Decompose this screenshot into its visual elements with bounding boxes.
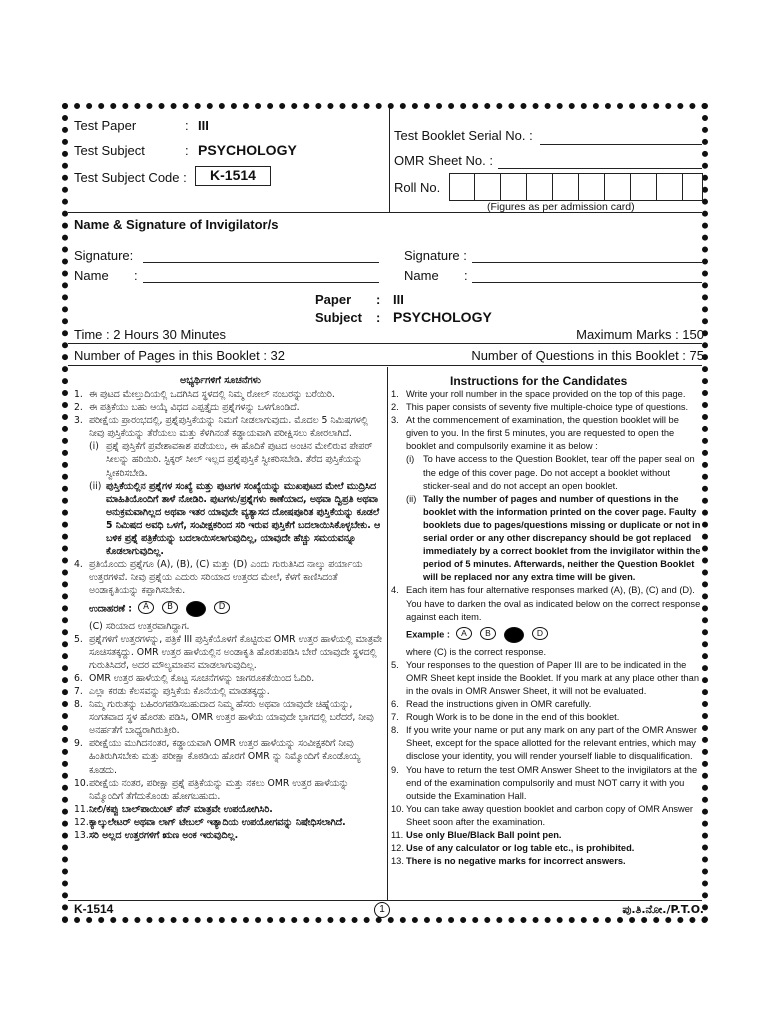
instruction-text: ಕ್ಯಾಲ್ಕುಲೇಟರ್ ಅಥವಾ ಲಾಗ್ ಟೇಬಲ್ ಇತ್ಯಾದಿಯ ಉಪಯೋಗವನ್ನು ನಿಷೇಧಿಸಲಾಗಿದೆ. bbox=[89, 816, 346, 828]
instruction-number: 7. bbox=[391, 712, 399, 723]
signature-label-1: Signature: bbox=[74, 248, 134, 263]
instruction-text: ಪರೀಕ್ಷೆಯು ಮುಗಿದನಂತರ, ಕಡ್ಡಾಯವಾಗಿ OMR ಉತ್ತರ ಹಾಳೆಯನ್ನು ಸಂವೀಕ್ಷಕರಿಗೆ ನೀವು ಹಿಂತಿರುಗಿಸಬೇಕು ಮತ್ತು ಪರೀಕ್ಷಾ ಕೊಠಡಿಯ ಹೊರಗೆ OMR ನ್ನು ನಿಮ್ಮೊಂದಿಗೆ ಕೊಂಡೊಯ್ಯ ಕೂಡದು. bbox=[89, 738, 361, 776]
instruction-number: 2. bbox=[74, 402, 83, 414]
instruction-number: 5. bbox=[74, 633, 83, 645]
booklet-serial-label: Test Booklet Serial No. : bbox=[394, 128, 533, 143]
roll-note: (Figures as per admission card) bbox=[487, 201, 635, 213]
instruction-item bbox=[74, 414, 382, 440]
kannada-title: ಅಭ್ಯರ್ಥಿಗಳಿಗೆ ಸೂಚನೆಗಳು bbox=[180, 375, 261, 386]
instruction-text: Tally the number of pages and number of questions in the booklet with the information printed on the cover page. Faulty booklets due to pages/questions missing or duplicate or not in serial order or any other discrepancy should be got replaced immediately by a correct booklet from the invigilator within the period of 5 minutes. Afterwards, neither the Question Booklet will be replaced nor any extra time will be given. bbox=[423, 493, 701, 583]
instruction-number: 3. bbox=[391, 415, 399, 426]
booklet-serial-line[interactable] bbox=[540, 144, 702, 145]
footer-rule bbox=[68, 900, 702, 901]
instruction-item bbox=[391, 764, 701, 803]
paper-value: III bbox=[393, 292, 404, 307]
instruction-text: ಸರಿ ಅಲ್ಲದ ಉತ್ತರಗಳಿಗೆ ಋಣ ಅಂಕ ಇರುವುದಿಲ್ಲ. bbox=[89, 830, 239, 841]
instruction-item bbox=[74, 829, 382, 842]
footer-code: K-1514 bbox=[74, 902, 114, 916]
instruction-text: If you write your name or put any mark on any part of the OMR Answer Sheet, except for the space allotted for the relevant entries, which may disclose your identity, you will render yourself liable to disqualification. bbox=[406, 725, 697, 762]
roll-no-label: Roll No. bbox=[394, 180, 441, 195]
name-line-2[interactable] bbox=[472, 282, 702, 283]
answer-oval: D bbox=[214, 601, 230, 614]
instruction-number: (ii) bbox=[89, 480, 102, 492]
time-rule bbox=[68, 343, 702, 344]
instruction-number: 10. bbox=[74, 777, 89, 789]
instruction-text: Example : bbox=[406, 629, 450, 640]
instruction-text: ನೀಲಿ/ಕಪ್ಪು ಬಾಲ್‌ಪಾಯಿಂಟ್ ಪೆನ್ ಮಾತ್ರವೇ ಉಪಯೋಗಿಸಿರಿ. bbox=[89, 803, 273, 815]
filled-oval bbox=[504, 627, 524, 643]
omr-sheet-label: OMR Sheet No. : bbox=[394, 153, 493, 168]
instruction-text: Your responses to the question of Paper III are to be indicated in the OMR Sheet kept inside the Booklet. If you mark at any place other than in the ovals in OMR Answer Sheet, it will not be evaluated. bbox=[406, 659, 700, 696]
instruction-text: ಎಲ್ಲಾ ಕರಡು ಕೆಲಸವನ್ನು ಪುಸ್ತಿಕೆಯ ಕೊನೆಯಲ್ಲಿ ಮಾಡತಕ್ಕದ್ದು. bbox=[89, 685, 270, 697]
subject-label: Subject bbox=[315, 310, 362, 325]
instruction-number: 3. bbox=[74, 415, 83, 427]
instruction-number: 1. bbox=[74, 389, 83, 400]
instruction-item bbox=[391, 829, 701, 842]
instruction-text: where (C) is the correct response. bbox=[406, 646, 547, 657]
instruction-number: 11. bbox=[391, 830, 404, 840]
test-subject-code-value: K-1514 bbox=[210, 167, 256, 183]
instruction-number: 7. bbox=[74, 685, 83, 697]
instruction-item bbox=[74, 388, 382, 401]
instruction-number: 9. bbox=[74, 738, 83, 750]
example-bubbles bbox=[456, 627, 548, 643]
kannada-instructions bbox=[74, 388, 382, 842]
instruction-number: 2. bbox=[391, 402, 399, 413]
instruction-text: ಪ್ರತಿಯೊಂದು ಪ್ರಶ್ನೆಗೂ (A), (B), (C) ಮತ್ತು (D) ಎಂದು ಗುರುತಿಸಿದ ನಾಲ್ಕು ಪರ್ಯಾಯ ಉತ್ತರಗಳಿವೆ. ನೀವು ಪ್ರಶ್ನೆಯ ಎದುರು ಸರಿಯಾದ ಉತ್ತರದ ಮೇಲೆ, ಕೆಳಗೆ ಕಾಣಿಸಿದಂತೆ ಅಂಡಾಕೃತಿಯನ್ನು ಕಪ್ಪಾಗಿಸಬೇಕು. bbox=[89, 559, 363, 597]
instruction-text: ಪರೀಕ್ಷೆಯ ಪ್ರಾರಂಭದಲ್ಲಿ, ಪ್ರಶ್ನೆಪುಸ್ತಿಕೆಯನ್ನು ನಿಮಗೆ ನೀಡಲಾಗುವುದು. ಮೊದಲ 5 ನಿಮಿಷಗಳಲ್ಲಿ ನೀವು ಪುಸ್ತಿಕೆಯನ್ನು ತೆರೆಯಲು ಮತ್ತು ಕೆಳಗಿನಂತೆ ಕಡ್ಡಾಯವಾಗಿ ಪರೀಕ್ಷಿಸಲು ಕೋರಲಾಗಿದೆ. bbox=[89, 415, 368, 440]
subject-value: PSYCHOLOGY bbox=[393, 309, 492, 325]
instruction-item bbox=[391, 724, 701, 763]
invigilator-title: Name & Signature of Invigilator/s bbox=[74, 217, 279, 232]
instruction-text: ಈ ಪತ್ರಿಕೆಯು ಬಹು ಆಯ್ಕೆ ವಿಧದ ಎಪ್ಪತ್ತೈದು ಪ್ರಶ್ನೆಗಳನ್ನು ಒಳಗೊಂಡಿದೆ. bbox=[89, 402, 300, 414]
instruction-item bbox=[74, 803, 382, 816]
header-bottom-rule bbox=[68, 212, 702, 213]
footer-pto: ಪು.ತಿ.ನೋ./P.T.O. bbox=[622, 903, 704, 916]
instruction-number: 6. bbox=[74, 672, 83, 684]
instruction-item bbox=[391, 453, 701, 492]
instruction-text: This paper consists of seventy five multiple-choice type of questions. bbox=[406, 402, 689, 413]
instruction-text: ಪುಸ್ತಿಕೆಯಲ್ಲಿನ ಪ್ರಶ್ನೆಗಳ ಸಂಖ್ಯೆ ಮತ್ತು ಪುಟಗಳ ಸಂಖ್ಯೆಯನ್ನು ಮುಖಪುಟದ ಮೇಲೆ ಮುದ್ರಿಸಿದ ಮಾಹಿತಿಯೊಂದಿಗೆ ತಾಳೆ ನೋಡಿರಿ. ಪುಟಗಳು/ಪ್ರಶ್ನೆಗಳು ಕಾಣೆಯಾದ, ಅಥವಾ ದ್ವಿಪ್ರತಿ ಅಥವಾ ಅನುಕ್ರಮವಾಗಿಲ್ಲದ ಅಥವಾ ಇತರ ಯಾವುದೇ ವ್ಯತ್ಯಾಸದ ದೋಷಪೂರಿತ ಪುಸ್ತಿಕೆಯನ್ನು ಕೂಡಲೆ 5 ನಿಮಿಷದ ಅವಧಿ ಒಳಗೆ, ಸಂವೀಕ್ಷಕರಿಂದ ಸರಿ ಇರುವ ಪುಸ್ತಿಕೆಗೆ ಬದಲಾಯಿಸಿಕೊಳ್ಳಬೇಕು. ಆ ಬಳಿಕ ಪ್ರಶ್ನೆ ಪತ್ರಿಕೆಯನ್ನು ಬದಲಾಯಿಸಲಾಗುವುದಿಲ್ಲ, ಯಾವುದೇ ಹೆಚ್ಚು ಸಮಯವನ್ನೂ ಕೊಡಲಾಗುವುದಿಲ್ಲ. bbox=[106, 480, 381, 558]
instruction-item bbox=[391, 803, 701, 829]
instruction-item bbox=[74, 777, 382, 803]
instruction-item bbox=[391, 493, 701, 585]
test-paper-label: Test Paper bbox=[74, 118, 137, 133]
paper-colon: : bbox=[376, 292, 381, 307]
instruction-number: 4. bbox=[74, 559, 83, 571]
subject-colon: : bbox=[376, 310, 381, 325]
colon: : bbox=[185, 118, 189, 133]
instruction-item bbox=[391, 842, 701, 855]
instruction-text: There is no negative marks for incorrect answers. bbox=[406, 856, 626, 867]
questions-text: Number of Questions in this Booklet : 75 bbox=[471, 348, 704, 363]
name-label-2: Name bbox=[404, 268, 439, 283]
header-divider bbox=[389, 108, 390, 212]
instruction-text: ಪರೀಕ್ಷೆಯ ನಂತರ, ಪರೀಕ್ಷಾ ಪ್ರಶ್ನೆ ಪತ್ರಿಕೆಯನ್ನು ಮತ್ತು ನಕಲು OMR ಉತ್ತರ ಹಾಳೆಯನ್ನು ನಿಮ್ಮೊಂದಿಗೆ ತೆಗೆದುಕೊಂಡು ಹೋಗಬಹುದು. bbox=[89, 777, 349, 802]
instruction-number: 9. bbox=[391, 764, 399, 775]
instruction-text: Use only Blue/Black Ball point pen. bbox=[406, 830, 562, 840]
instruction-number: 13. bbox=[391, 856, 404, 867]
instruction-text: At the commencement of examination, the question booklet will be given to you. In the first 5 minutes, you are requested to open the booklet and compulsorily examine it as below : bbox=[406, 415, 679, 452]
instruction-item bbox=[74, 672, 382, 685]
test-subject-code-label: Test Subject Code : bbox=[74, 170, 187, 185]
instruction-number: 13. bbox=[74, 830, 89, 841]
instruction-item bbox=[391, 414, 701, 453]
answer-oval: A bbox=[456, 627, 472, 640]
name-colon-2: : bbox=[464, 268, 468, 283]
instruction-item bbox=[74, 401, 382, 414]
paper-label: Paper bbox=[315, 292, 352, 307]
answer-oval: A bbox=[138, 601, 154, 614]
instruction-number: 4. bbox=[391, 585, 399, 596]
instruction-item bbox=[74, 816, 382, 829]
instruction-item bbox=[74, 633, 382, 672]
english-title: Instructions for the Candidates bbox=[450, 374, 628, 388]
instruction-text: Rough Work is to be done in the end of this booklet. bbox=[406, 712, 620, 723]
signature-line-1[interactable] bbox=[143, 262, 379, 263]
instruction-item bbox=[74, 558, 382, 597]
instruction-number: 10. bbox=[391, 803, 404, 814]
name-label-1: Name bbox=[74, 268, 109, 283]
instruction-item bbox=[391, 584, 701, 623]
instruction-text: Each item has four alternative responses marked (A), (B), (C) and (D). You have to darken the oval as indicated below on the correct response against each item. bbox=[406, 585, 701, 622]
max-marks-text: Maximum Marks : 150 bbox=[576, 327, 704, 342]
colon: : bbox=[185, 143, 189, 158]
time-text: Time : 2 Hours 30 Minutes bbox=[74, 327, 226, 342]
instruction-item bbox=[74, 440, 382, 479]
instruction-item bbox=[391, 698, 701, 711]
filled-oval bbox=[186, 601, 206, 617]
instruction-number: (i) bbox=[406, 454, 415, 465]
test-subject-value: PSYCHOLOGY bbox=[198, 142, 297, 158]
instruction-item bbox=[74, 480, 382, 559]
instruction-text: ಉದಾಹರಣೆ : bbox=[89, 603, 132, 614]
instruction-text: To have access to the Question Booklet, tear off the paper seal on the edge of this cover page. Do not accept a booklet without sticker-seal and do not accept an open booklet. bbox=[423, 454, 695, 491]
instruction-item bbox=[391, 401, 701, 414]
instruction-item bbox=[391, 646, 701, 659]
instruction-item bbox=[391, 388, 701, 401]
instruction-text: (C) ಸರಿಯಾದ ಉತ್ತರವಾಗಿದ್ದಾಗ. bbox=[89, 620, 190, 632]
instruction-item bbox=[74, 601, 382, 617]
instruction-item bbox=[74, 685, 382, 698]
instruction-item bbox=[391, 627, 701, 643]
example-bubbles bbox=[138, 601, 230, 617]
roll-no-cells bbox=[449, 173, 683, 201]
test-paper-value: III bbox=[198, 118, 209, 133]
instruction-item bbox=[391, 711, 701, 724]
instruction-number: 11. bbox=[74, 803, 89, 815]
instruction-text: ನಿಮ್ಮ ಗುರುತನ್ನು ಬಹಿರಂಗಪಡಿಸಬಹುದಾದ ನಿಮ್ಮ ಹೆಸರು ಅಥವಾ ಯಾವುದೇ ಚಿಹ್ನೆಯನ್ನು, ಸಂಗತವಾದ ಸ್ಥಳ ಹೊರತು ಪಡಿಸಿ, OMR ಉತ್ತರ ಹಾಳೆಯ ಯಾವುದೇ ಭಾಗದಲ್ಲಿ ಬರೆದರೆ, ನೀವು ಅನರ್ಹತೆಗೆ ಬಾಧ್ಯರಾಗಿರುತ್ತೀರಿ. bbox=[89, 699, 374, 737]
instruction-text: ಪ್ರಶ್ನೆಗಳಿಗೆ ಉತ್ತರಗಳನ್ನು, ಪತ್ರಿಕೆ III ಪುಸ್ತಿಕೆಯೊಳಗೆ ಕೊಟ್ಟಿರುವ OMR ಉತ್ತರ ಹಾಳೆಯಲ್ಲಿ ಮಾತ್ರವೇ ಸೂಚಿಸತಕ್ಕದ್ದು. OMR ಉತ್ತರ ಹಾಳೆಯಲ್ಲಿನ ಅಂಡಾಕೃತಿ ಹೊರತುಪಡಿಸಿ ಬೇರೆ ಯಾವುದೇ ಸ್ಥಳದಲ್ಲಿ ಗುರುತಿಸಿದರೆ, ಅದರ ಮೌಲ್ಯಮಾಪನ ಮಾಡಲಾಗುವುದಿಲ್ಲ. bbox=[89, 633, 383, 671]
instruction-text: OMR ಉತ್ತರ ಹಾಳೆಯಲ್ಲಿ ಕೊಟ್ಟ ಸೂಚನೆಗಳನ್ನು ಜಾಗರೂಕತೆಯಿಂದ ಓದಿರಿ. bbox=[89, 672, 315, 684]
name-colon-1: : bbox=[134, 268, 138, 283]
answer-oval: D bbox=[532, 627, 548, 640]
instruction-number: (i) bbox=[89, 441, 99, 453]
instruction-item bbox=[74, 620, 382, 633]
pages-rule bbox=[68, 365, 702, 366]
instruction-text: ಈ ಪುಟದ ಮೇಲ್ತುದಿಯಲ್ಲಿ ಒದಗಿಸಿದ ಸ್ಥಳದಲ್ಲಿ ನಿಮ್ಮ ರೋಲ್ ನಂಬರನ್ನು ಬರೆಯಿರಿ. bbox=[89, 389, 335, 400]
instruction-number: (ii) bbox=[406, 493, 417, 504]
signature-label-2: Signature : bbox=[404, 248, 467, 263]
instruction-text: ಪ್ರಶ್ನೆ ಪುಸ್ತಿಕೆಗೆ ಪ್ರವೇಶಾವಕಾಶ ಪಡೆಯಲು, ಈ ಹೊದಿಕೆ ಪುಟದ ಅಂಚಿನ ಮೇಲಿರುವ ಪೇಪರ್ ಸೀಲನ್ನು ಹರಿಯಿರಿ. ಸ್ಟಿಕ್ಕರ್ ಸೀಲ್ ಇಲ್ಲದ ಪ್ರಶ್ನೆಪುಸ್ತಿಕೆ ಸ್ವೀಕರಿಸಬೇಡಿ. ತೆರೆದ ಪುಸ್ತಿಕೆಯನ್ನು ಸ್ವೀಕರಿಸಬೇಡಿ. bbox=[106, 441, 373, 479]
pages-text: Number of Pages in this Booklet : 32 bbox=[74, 348, 286, 363]
instruction-text: Write your roll number in the space provided on the top of this page. bbox=[406, 389, 686, 399]
instruction-number: 1. bbox=[391, 389, 399, 399]
answer-oval: B bbox=[480, 627, 496, 640]
page-number-badge: 1 bbox=[374, 902, 390, 918]
instruction-number: 12. bbox=[74, 816, 89, 828]
instruction-number: 8. bbox=[391, 725, 399, 736]
instruction-item bbox=[74, 698, 382, 737]
instruction-text: Read the instructions given in OMR carefully. bbox=[406, 699, 592, 710]
instruction-text: You have to return the test OMR Answer Sheet to the invigilators at the end of the examination compulsorily and must NOT carry it with you outside the Examination Hall. bbox=[406, 764, 698, 801]
test-subject-label: Test Subject bbox=[74, 143, 145, 158]
instruction-number: 6. bbox=[391, 699, 399, 710]
instruction-number: 8. bbox=[74, 699, 83, 711]
english-instructions bbox=[391, 388, 701, 868]
instruction-number: 12. bbox=[391, 843, 404, 854]
instruction-number: 5. bbox=[391, 659, 399, 670]
instruction-item bbox=[391, 659, 701, 698]
instruction-text: You can take away question booklet and carbon copy of OMR Answer Sheet soon after the examination. bbox=[406, 803, 694, 827]
answer-oval: B bbox=[162, 601, 178, 614]
instruction-item bbox=[74, 737, 382, 776]
instruction-text: Use of any calculator or log table etc., is prohibited. bbox=[406, 843, 635, 854]
instruction-item bbox=[391, 855, 701, 868]
signature-line-2[interactable] bbox=[472, 262, 702, 263]
column-divider bbox=[387, 367, 388, 900]
omr-sheet-line[interactable] bbox=[498, 168, 702, 169]
name-line-1[interactable] bbox=[143, 282, 379, 283]
